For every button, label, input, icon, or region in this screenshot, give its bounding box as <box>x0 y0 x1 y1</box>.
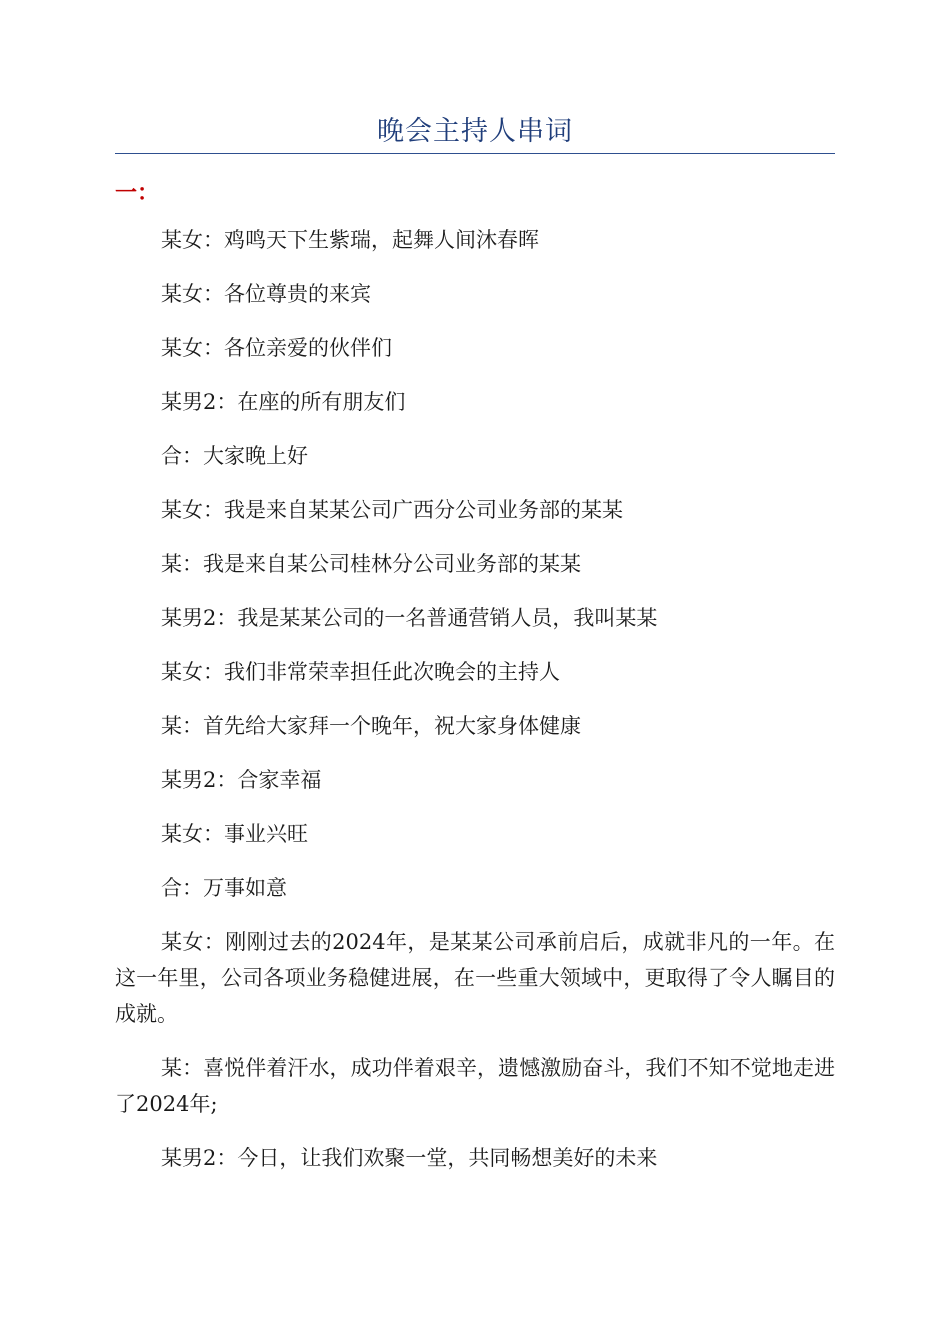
section-heading: 一： <box>115 181 160 206</box>
paragraph: 某：首先给大家拜一个晚年，祝大家身体健康 <box>161 714 581 738</box>
paragraph: 某女：刚刚过去的2024年，是某某公司承前启后，成就非凡的一年。在这一年里，公司各项业务稳健进展，在一些重大领域中，更取得了令人瞩目的成就。 <box>115 930 835 1026</box>
paragraph: 某男2：我是某某公司的一名普通营销人员，我叫某某 <box>161 606 658 630</box>
paragraph: 某女：各位亲爱的伙伴们 <box>161 336 392 360</box>
paragraph: 某女：我们非常荣幸担任此次晚会的主持人 <box>161 660 560 684</box>
document-title: 晚会主持人串词 <box>377 116 573 147</box>
paragraph: 某男2：合家幸福 <box>161 768 322 792</box>
title-underline <box>115 153 835 154</box>
document-body <box>115 222 835 1194</box>
paragraph: 某女：各位尊贵的来宾 <box>161 282 371 306</box>
paragraph: 某男2：在座的所有朋友们 <box>161 390 406 414</box>
paragraph: 合：万事如意 <box>161 876 287 900</box>
paragraph: 某男2：今日，让我们欢聚一堂，共同畅想美好的未来 <box>161 1146 658 1170</box>
paragraph: 某：我是来自某公司桂林分公司业务部的某某 <box>161 552 581 576</box>
paragraph: 某女：事业兴旺 <box>161 822 308 846</box>
paragraph: 某女：我是来自某某公司广西分公司业务部的某某 <box>161 498 623 522</box>
paragraph: 某女：鸡鸣天下生紫瑞，起舞人间沐春晖 <box>161 228 539 252</box>
paragraph: 某：喜悦伴着汗水，成功伴着艰辛，遗憾激励奋斗，我们不知不觉地走进了2024年; <box>115 1056 835 1116</box>
paragraph: 合：大家晚上好 <box>161 444 308 468</box>
